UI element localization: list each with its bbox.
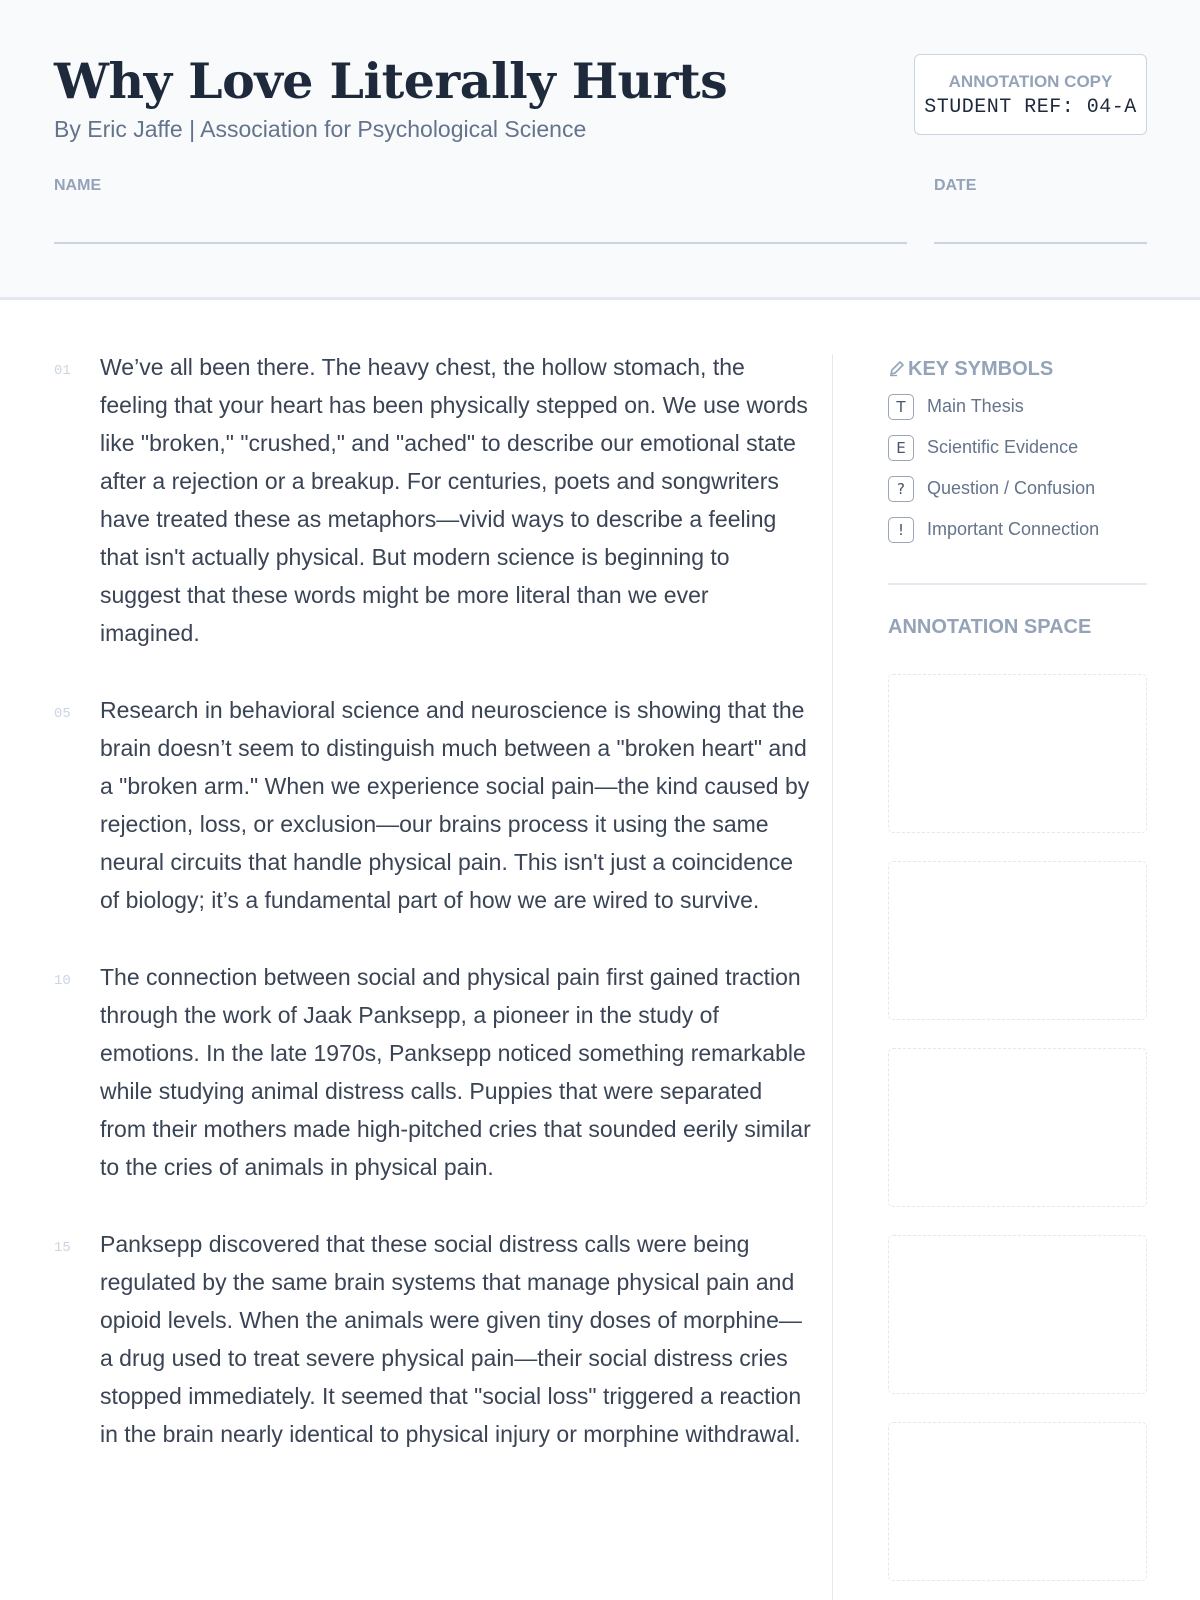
line-number: 15: [54, 1240, 71, 1256]
name-label: NAME: [54, 177, 102, 194]
symbol-box: E: [888, 435, 914, 461]
document-header: [0, 0, 1200, 300]
key-symbols-title: KEY SYMBOLS: [908, 358, 1054, 380]
document-title: Why Love Literally Hurts: [54, 52, 728, 110]
sidebar-divider: [888, 583, 1147, 585]
column-divider: [832, 354, 833, 1600]
paragraph-text: Panksepp discovered that these social distress calls were being regulated by the same brain systems that manage physical pain and opioid levels. When the animals were given tiny doses of morphine—a drug used to treat severe physical pain—their social distress cries stopped immediately. It seemed that "social loss" triggered a reaction in the brain nearly identical to physical injury or morphine withdrawal.: [100, 1231, 802, 1447]
student-ref-code: STUDENT REF: 04-A: [924, 96, 1137, 119]
key-item-label: Scientific Evidence: [927, 437, 1079, 457]
symbol-box: T: [888, 394, 914, 420]
annotation-sidebar: [888, 356, 1147, 1581]
symbol-box: !: [888, 517, 914, 543]
annotation-space-heading: ANNOTATION SPACE: [888, 616, 1092, 638]
paragraph-text: Research in behavioral science and neuroscience is showing that the brain doesn’t seem to distinguish much between a "broken heart" and a "broken arm." When we experience social pain—the kind caused by rejection, loss, or exclusion—our brains process it using the same neural circuits that handle physical pain. This isn't just a coincidence of biology; it’s a fundamental part of how we are wired to survive.: [100, 697, 810, 913]
byline: By Eric Jaffe | Association for Psychological Science: [54, 116, 587, 142]
key-item-label: Main Thesis: [927, 396, 1024, 416]
reading-passage: [54, 348, 814, 1492]
key-symbols-heading: [888, 356, 1147, 386]
key-item-label: Question / Confusion: [927, 478, 1096, 498]
line-number: 01: [54, 363, 71, 379]
key-item-connection: [888, 509, 1147, 550]
paragraph: [54, 958, 814, 1186]
annotation-box[interactable]: [888, 1048, 1147, 1207]
annotation-copy-label: ANNOTATION COPY: [948, 72, 1113, 91]
paragraph: [54, 348, 814, 652]
student-ref-box: [914, 54, 1147, 135]
pen-icon: [888, 358, 908, 384]
key-item-label: Important Connection: [927, 519, 1100, 539]
annotation-box[interactable]: [888, 674, 1147, 833]
annotation-box[interactable]: [888, 861, 1147, 1020]
date-label: DATE: [934, 177, 977, 194]
line-number: 05: [54, 706, 71, 722]
date-field[interactable]: [934, 242, 1147, 244]
paragraph: [54, 1225, 814, 1453]
annotation-boxes: [888, 674, 1147, 1581]
annotation-box[interactable]: [888, 1422, 1147, 1581]
symbol-box: ?: [888, 476, 914, 502]
annotation-box[interactable]: [888, 1235, 1147, 1394]
paragraph-text: We’ve all been there. The heavy chest, the hollow stomach, the feeling that your heart has been physically stepped on. We use words like "broken," "crushed," and "ached" to describe our emotional state after a rejection or a breakup. For centuries, poets and songwriters have treated these as metaphors—vivid ways to describe a feeling that isn't actually physical. But modern science is beginning to suggest that these words might be more literal than we ever imagined.: [100, 354, 808, 646]
paragraph: [54, 691, 814, 919]
key-item-evidence: [888, 427, 1147, 468]
key-item-question: [888, 468, 1147, 509]
key-item-thesis: [888, 386, 1147, 427]
name-field[interactable]: [54, 242, 907, 244]
paragraph-text: The connection between social and physical pain first gained traction through the work of Jaak Panksepp, a pioneer in the study of emotions. In the late 1970s, Panksepp noticed something remarkable while studying animal distress calls. Puppies that were separated from their mothers made high-pitched cries that sounded eerily similar to the cries of animals in physical pain.: [100, 964, 811, 1180]
line-number: 10: [54, 973, 71, 989]
